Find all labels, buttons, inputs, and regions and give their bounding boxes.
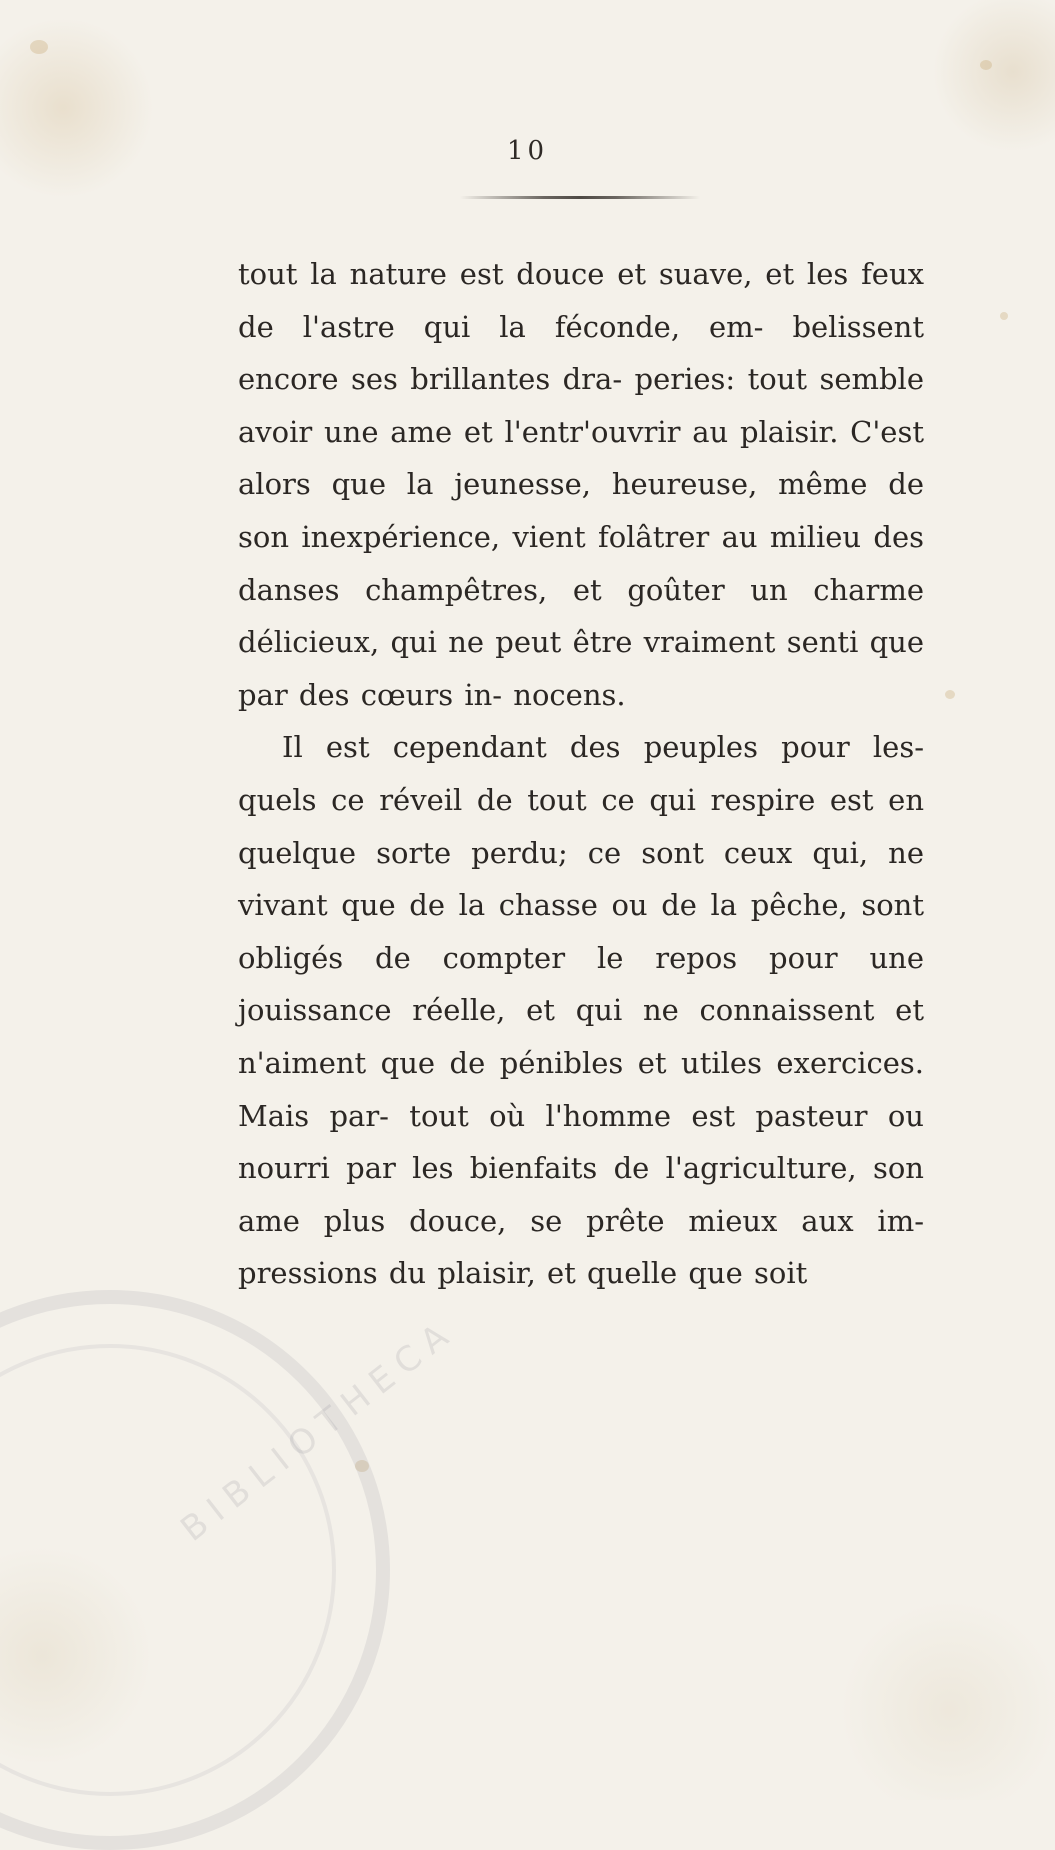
page-number: 10	[506, 136, 549, 166]
foxing-spot	[945, 690, 955, 699]
foxing-spot	[980, 60, 992, 70]
foxing-spot	[30, 40, 48, 54]
paragraph: tout la nature est douce et suave, et les feux de l'astre qui la féconde, em- belissent encore ses brillantes dra- peries: tout semble avoir une ame et l'entr'ouvrir au plaisir. C'est alors que la jeunesse, heureuse, même de son inexpérience, vient folâtrer au milieu des danses champêtres, et goûter un charme délicieux, qui ne peut être vraiment senti que par des cœurs in- nocens.	[238, 257, 924, 712]
library-stamp-inner-ring	[0, 1344, 336, 1796]
paragraph: Il est cependant des peuples pour les- quels ce réveil de tout ce qui respire est en quelque sorte perdu; ce sont ceux qui, ne vivant que de la chasse ou de la pêche, sont obligés de compter le repos pour une jouissance réelle, et qui ne connaissent et n'aiment que de pénibles et utiles exercices. Mais par- tout où l'homme est pasteur ou nourri par les bienfaits de l'agriculture, son ame plus douce, se prête mieux aux im- pressions du plaisir, et quelle que soit	[238, 730, 924, 1291]
header-rule	[460, 196, 700, 199]
library-stamp-text: BIBLIOTHECA	[173, 1310, 464, 1550]
foxing-spot	[1000, 312, 1008, 320]
body-text	[238, 248, 924, 1300]
library-stamp	[0, 1290, 390, 1850]
